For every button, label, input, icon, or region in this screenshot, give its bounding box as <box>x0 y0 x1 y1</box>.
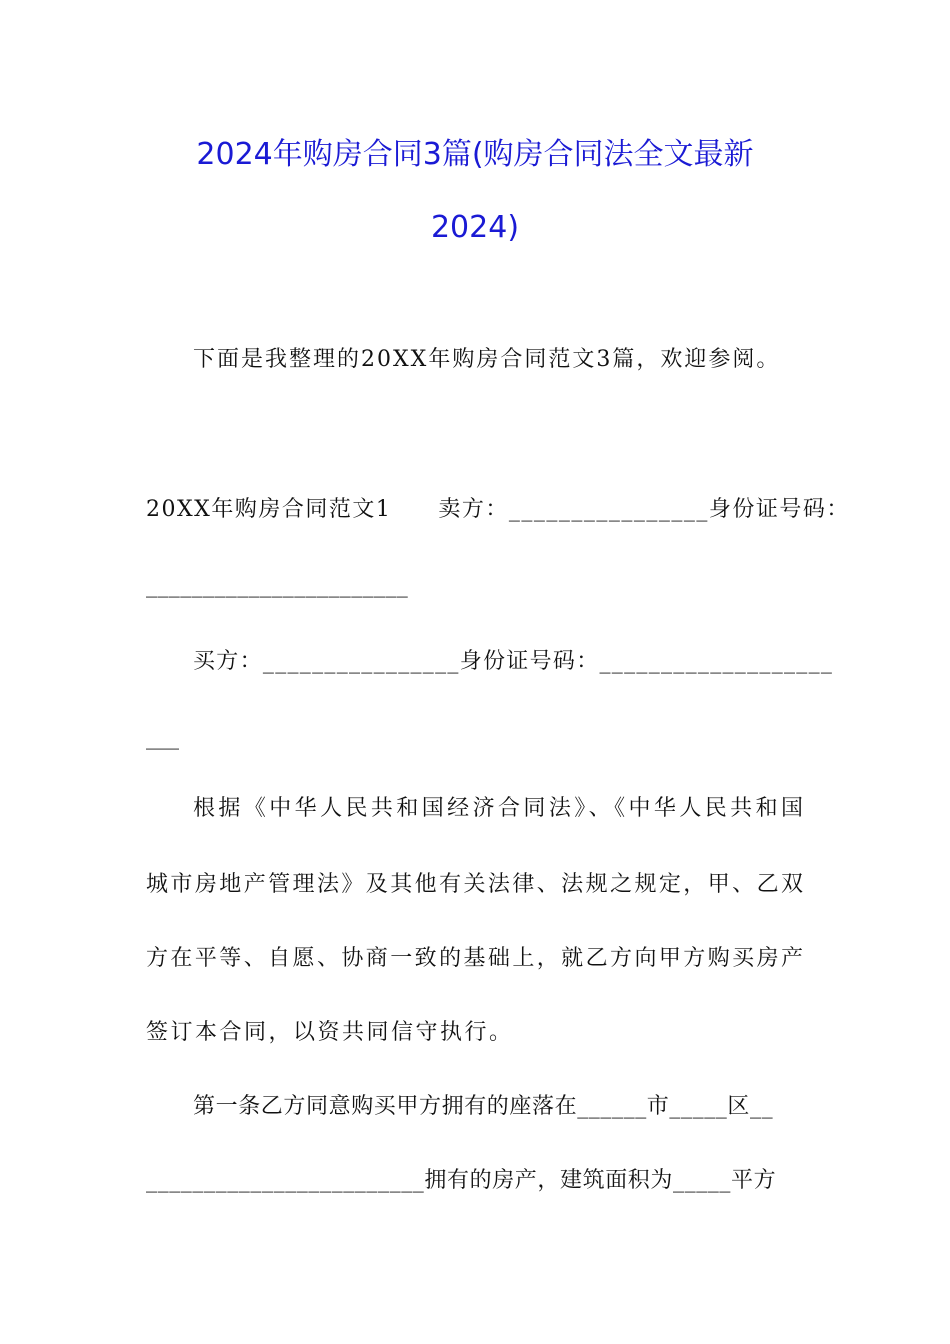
article-1-line-1: 第一条乙方同意购买甲方拥有的座落在______市_____区__ <box>193 1094 774 1119</box>
basis-paragraph-line-4: 签订本合同，以资共同信守执行。 <box>146 1020 514 1045</box>
basis-paragraph-line-2: 城市房地产管理法》及其他有关法律、法规之规定，甲、乙双 <box>146 872 803 897</box>
document-title-line-2: 2024) <box>430 210 520 245</box>
basis-paragraph-line-1: 根据《中华人民共和国经济合同法》、《中华人民共和国 <box>193 796 803 821</box>
intro-paragraph: 下面是我整理的20XX年购房合同范文3篇，欢迎参阅。 <box>193 347 781 372</box>
article-1-line-2: ________________________拥有的房产，建筑面积为_____平方 <box>146 1168 777 1193</box>
basis-paragraph-line-3: 方在平等、自愿、协商一致的基础上，就乙方向甲方购买房产 <box>146 946 803 971</box>
seller-line: 20XX年购房合同范文1 卖方：________________身份证号码： <box>146 497 850 522</box>
buyer-line-continued: ___ <box>146 725 179 750</box>
buyer-line: 买方：________________身份证号码：___________________ <box>193 649 834 674</box>
seller-line-continued: _______________________ <box>146 573 409 598</box>
document-title-line-1: 2024年购房合同3篇(购房合同法全文最新 <box>196 137 754 172</box>
